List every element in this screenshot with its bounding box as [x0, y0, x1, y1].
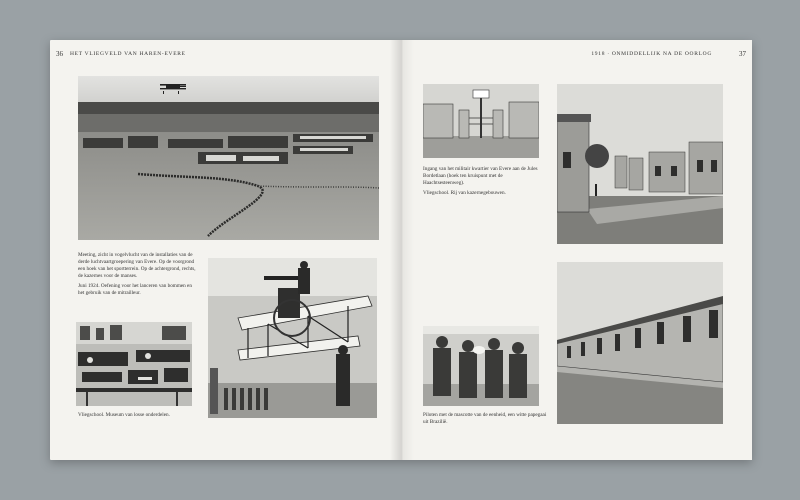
book-spread [50, 40, 752, 460]
left-page [50, 40, 401, 460]
caption-aerial-text: Meeting, zicht in vogelvlucht van de installaties van de derde luchtvaartgroepering van Evere. Op de voorgrond een hoek van het sportterrein. Op de achtergrond, rechts, de kazernes voor de manses. [78, 252, 196, 279]
barracks-corner-photo [557, 84, 723, 244]
aerial-airfield-photo [78, 76, 379, 240]
running-head-right: 1918 · ONMIDDELLIJK NA DE OORLOG [591, 51, 712, 57]
book-gutter-shadow [390, 40, 414, 460]
caption-bomb-exercise-text: Juni 1924. Oefening voor het lanceren van bommen en het gebruik van de mitrailleur. [78, 283, 192, 296]
caption-pilots: Piloten met de mascotte van de eenheid, een witte papegaai uit Brazilië. [423, 412, 547, 425]
page-number-right: 37 [739, 50, 746, 58]
barracks-gate-photo [423, 84, 539, 158]
museum-parts-photo [76, 322, 192, 406]
aircraft-workshop-photo [208, 258, 377, 418]
caption-aerial [78, 252, 196, 300]
right-page [401, 40, 752, 460]
caption-gate-text: Ingang van het militair kwartier van Evere aan de Jules Bordetlaan (hoek ten kruispunt met de Haachtsesteenweg). [423, 166, 538, 186]
caption-gate [423, 166, 539, 200]
caption-museum: Vliegschool. Museum van losse onderdelen. [78, 412, 170, 418]
pilots-mascot-photo [423, 326, 539, 406]
running-head-left: HET VLIEGVELD VAN HAREN-EVERE [70, 51, 186, 57]
caption-barracks-row-text: Vliegschool. Rij van kazernegebouwen. [423, 190, 506, 196]
barracks-row-photo [557, 262, 723, 424]
page-number-left: 36 [56, 50, 63, 58]
